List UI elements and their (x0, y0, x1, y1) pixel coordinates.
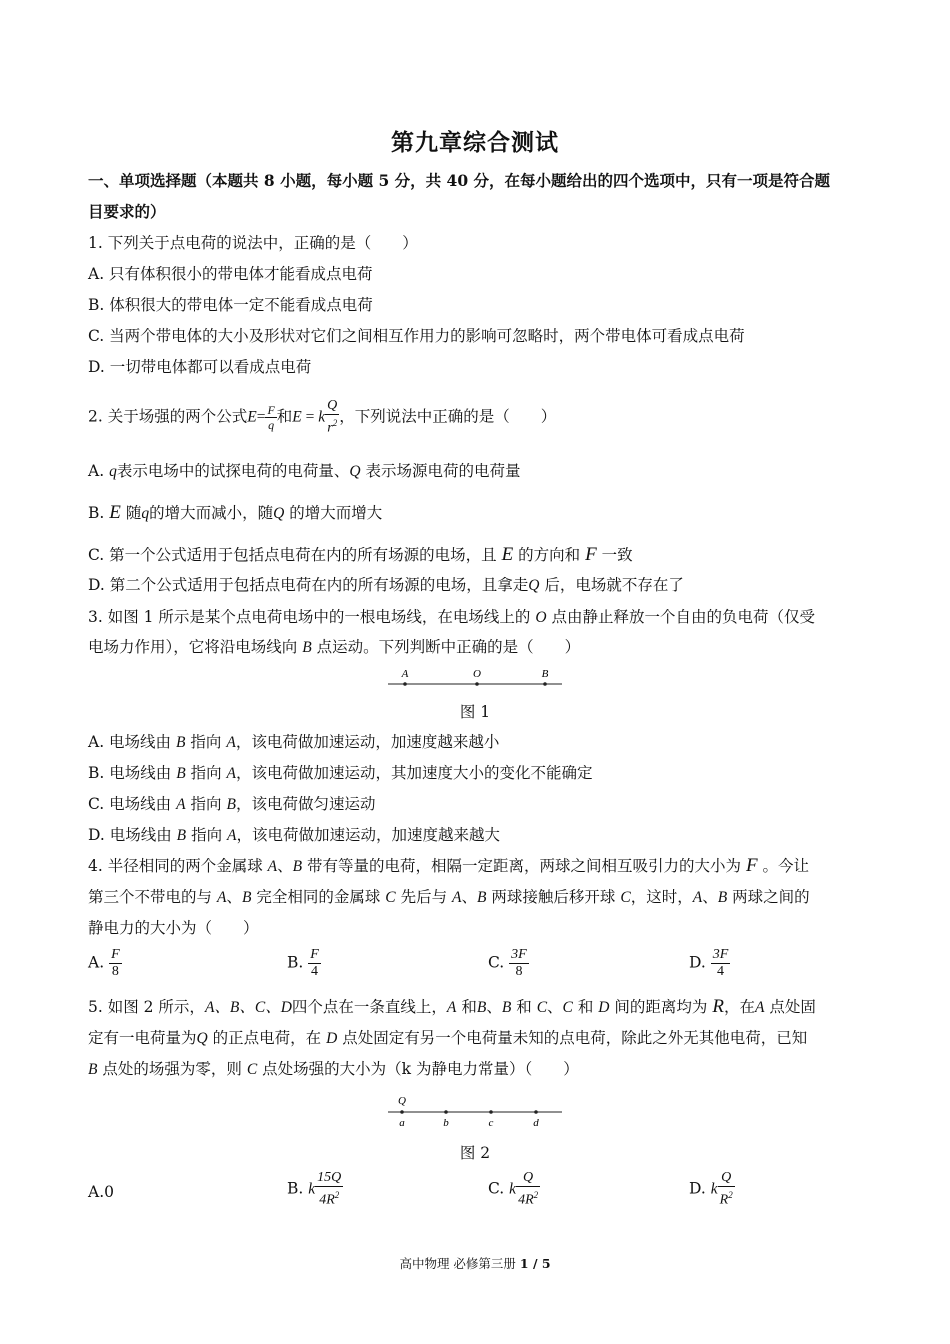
q1-option-b: B. 体积很大的带电体一定不能看成点电荷 (88, 296, 373, 314)
q5-stem-line2: 定有一电荷量为Q 的正点电荷，在 D 点处固定有另一个电荷量未知的点电荷，除此之外无其他电荷，已知 (88, 1029, 808, 1047)
q1-option-a: A. 只有体积很小的带电体才能看成点电荷 (88, 265, 373, 283)
point-a-dot (400, 1110, 404, 1114)
q3-stem-line2: 电场力作用），它将沿电场线向 B 点运动。下列判断中正确的是（ ） (88, 638, 581, 656)
point-b-dot (444, 1110, 448, 1114)
q3-option-c: C. 电场线由 A 指向 B，该电荷做匀速运动 (88, 795, 376, 813)
section-heading-line2: 目要求的） (88, 202, 166, 221)
figure-1-caption: 图 1 (459, 703, 491, 721)
q4-stem-line2: 第三个不带电的与 A、B 完全相同的金属球 C 先后与 A、B 两球接触后移开球 C，这时，A、B 两球之间的 (88, 888, 810, 906)
label-o: O (473, 668, 481, 680)
label-b: b (443, 1117, 449, 1129)
page-number: 1 / 5 (519, 1256, 551, 1271)
q5-option-b: B. k $\frac{15Q}{4R^2}$ (287, 1170, 342, 1208)
q2-stem: 2. 关于场强的两个公式E= $\frac{F}{q}$ 和E = k $\frac{Q}{r^2}$ ，下列说法中正确的是（ ） (88, 398, 557, 436)
formula-q-over-r2: $\frac{Q}{r^2}$ (327, 398, 338, 436)
label-q: Q (398, 1095, 406, 1107)
figure-1-field-line (385, 664, 565, 690)
point-b-dot (543, 682, 547, 686)
q4-option-a: A. $\frac{F}{8}$ (88, 947, 120, 979)
point-o-dot (475, 682, 479, 686)
section-heading-line1: 一、单项选择题（本题共 8 小题，每小题 5 分，共 40 分，在每小题给出的四个选项中，只有一项是符合题 (88, 171, 831, 190)
page-title: 第九章综合测试 (391, 129, 559, 156)
q2-option-a: A. q表示电场中的试探电荷的电荷量、Q 表示场源电荷的电荷量 (88, 462, 521, 480)
point-a-dot (403, 682, 407, 686)
q1-stem: 1. 下列关于点电荷的说法中，正确的是（ ） (88, 234, 418, 252)
q2-option-c: C. 第一个公式适用于包括点电荷在内的所有场源的电场，且 E 的方向和 F 一致 (88, 544, 633, 565)
page-footer: 高中物理 必修第三册 1 / 5 (399, 1256, 551, 1271)
figure-2-line (385, 1090, 565, 1134)
label-d: d (533, 1117, 539, 1129)
q4-stem-line3: 静电力的大小为（ ） (88, 919, 259, 937)
point-c-dot (489, 1110, 493, 1114)
q3-option-a: A. 电场线由 B 指向 A，该电荷做加速运动，加速度越来越小 (88, 733, 500, 751)
q5-stem-line3: B 点处的场强为零，则 C 点处场强的大小为（k 为静电力常量）（ ） (88, 1060, 579, 1078)
q5-option-c: C. k $\frac{Q}{4R^2}$ (488, 1170, 539, 1208)
formula-f-over-q: $\frac{F}{q}$ (267, 402, 275, 432)
q2-option-d: D. 第二个公式适用于包括点电荷在内的所有场源的电场，且拿走Q 后，电场就不存在了 (88, 576, 684, 594)
q4-option-d: D. $\frac{3F}{4}$ (689, 947, 729, 979)
q1-option-d: D. 一切带电体都可以看成点电荷 (88, 358, 312, 376)
label-a: A (401, 668, 409, 680)
point-d-dot (534, 1110, 538, 1114)
label-a: a (399, 1117, 405, 1129)
q2-option-b: B. E 随q的增大而减小，随Q 的增大而增大 (88, 502, 383, 523)
q3-option-b: B. 电场线由 B 指向 A，该电荷做加速运动，其加速度大小的变化不能确定 (88, 764, 593, 782)
label-b: B (541, 668, 549, 680)
label-c: c (488, 1117, 494, 1129)
q4-option-b: B. $\frac{F}{4}$ (287, 947, 319, 979)
q1-option-c: C. 当两个带电体的大小及形状对它们之间相互作用力的影响可忽略时，两个带电体可看成点电荷 (88, 327, 745, 345)
q3-stem-line1: 3. 如图 1 所示是某个点电荷电场中的一根电场线，在电场线上的 O 点由静止释放一个自由的负电荷（仅受 (88, 608, 816, 626)
figure-2-caption: 图 2 (459, 1144, 491, 1162)
formula-e-lhs: E (247, 408, 257, 426)
q5-option-d: D. k $\frac{Q}{R^2}$ (689, 1170, 733, 1208)
q5-stem-line1: 5. 如图 2 所示，A、B、C、D四个点在一条直线上，A 和B、B 和 C、C 和 D 间的距离均为 R，在A 点处固 (88, 996, 816, 1017)
q4-stem-line1: 4. 半径相同的两个金属球 A、B 带有等量的电荷，相隔一定距离，两球之间相互吸引力的大小为 F 。今让 (88, 855, 810, 876)
q5-option-a: A.0 (88, 1183, 114, 1201)
q3-option-d: D. 电场线由 B 指向 A，该电荷做加速运动，加速度越来越大 (88, 826, 501, 844)
q4-option-c: C. $\frac{3F}{8}$ (488, 947, 527, 979)
